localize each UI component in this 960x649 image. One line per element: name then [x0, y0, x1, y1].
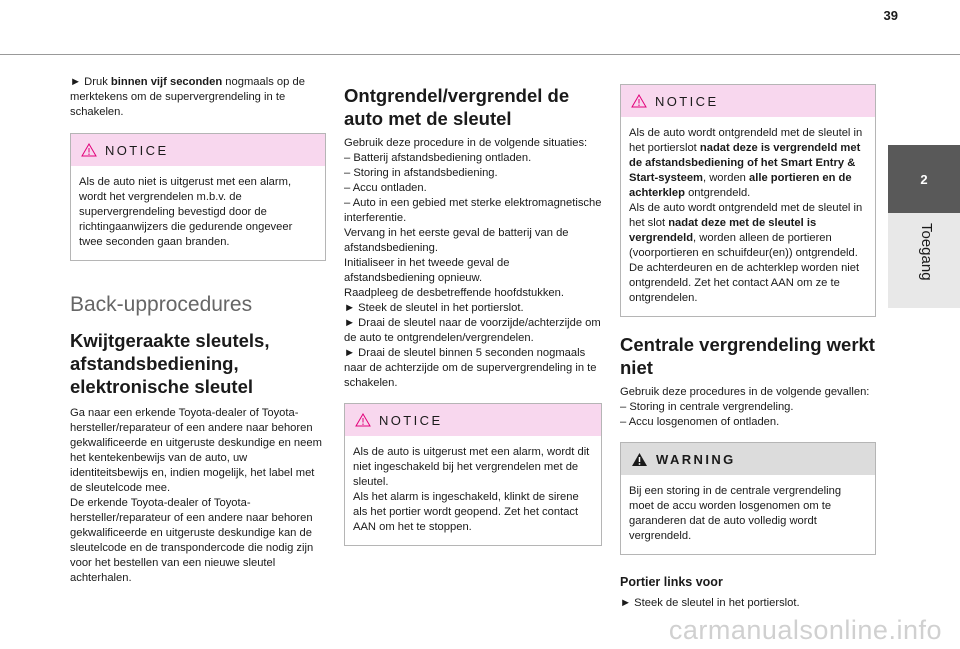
- key-unlock-body: Gebruik deze procedure in de volgende situaties: – Batterij afstandsbediening ontladen. – Storing in afstandsbediening. – Accu ontladen. – Auto in een gebied met sterke elektromagnetische interferentie. Vervang in het eerste geval de batterij van de afstandsbediening. Initialiseer in het tweede geval de afstandsbediening opnieuw. Raadpleeg de desbetreffende hoofdstukken. ► Steek de sleutel in het portierslot. ► Draai de sleutel naar de voorzijde/achterzijde om de auto te ontgrendelen/vergrendelen. ► Draai de sleutel binnen 5 seconden nogmaals naar de achterzijde om de supervergrendeling in te schakelen.: [344, 137, 602, 389]
- central-locking-body: Gebruik deze procedures in de volgende gevallen: – Storing in centrale vergrendeling. – Accu losgenomen of ontladen.: [620, 386, 870, 428]
- header-divider: [0, 54, 960, 55]
- warning-title: WARNING: [656, 451, 736, 467]
- notice-box: [620, 84, 876, 317]
- warning-box: [620, 442, 876, 555]
- warning-text: Bij een storing in de centrale vergrendeling moet de accu worden losgenomen om te garanderen dat de auto volledig wordt vergrendeld.: [629, 485, 842, 542]
- lost-keys-body: Ga naar een erkende Toyota-dealer of Toyota-hersteller/reparateur of een andere naar behoren gekwalificeerde en uitgeruste deskundige en neem het kentekenbewijs van de auto, uw identiteitsbewijs en, indien mogelijk, het label met de sleutelcode mee. De erkende Toyota-dealer of Toyota-hersteller/reparateur of een andere naar behoren gekwalificeerde en uitgeruste deskundige kan de sleutelcode en de transpondercode die nodig zijn voor het bestellen van een nieuwe sleutel achterhalen.: [70, 407, 322, 584]
- notice-box: [344, 403, 602, 546]
- driver-door-step: ► Steek de sleutel in het portierslot.: [620, 597, 800, 609]
- notice-title: NOTICE: [105, 142, 169, 158]
- chapter-label-tab: [888, 213, 960, 308]
- chapter-label: Toegang: [918, 223, 935, 281]
- warning-triangle-icon: [631, 94, 647, 108]
- warning-triangle-icon: [355, 413, 371, 427]
- warning-header: [621, 443, 875, 475]
- subheading-driver-door: Portier links voor: [620, 575, 723, 589]
- page-number: 39: [883, 8, 898, 23]
- chapter-tab[interactable]: 2: [888, 145, 960, 213]
- watermark: carmanualsonline.info: [668, 615, 942, 645]
- intro-paragraph: ► Druk binnen vijf seconden nogmaals op de merktekens om de supervergrendeling in te schakelen.: [70, 76, 305, 118]
- notice-title: NOTICE: [655, 93, 719, 109]
- heading-lost-keys: Kwijtgeraakte sleutels, afstandsbediening, elektronische sleutel: [70, 330, 270, 397]
- warning-triangle-icon: [631, 452, 648, 467]
- section-title: Back-upprocedures: [70, 293, 253, 316]
- notice-header: [71, 134, 325, 166]
- notice-header: [621, 85, 875, 117]
- notice-title: NOTICE: [379, 412, 443, 428]
- notice-box: [70, 133, 326, 261]
- column-2: [344, 84, 602, 546]
- column-1: [70, 75, 326, 586]
- heading-central-locking: Centrale vergrendeling werkt niet: [620, 334, 875, 378]
- notice-text: Als de auto niet is uitgerust met een alarm, wordt het vergrendelen m.b.v. de supervergrendeling bevestigd door de richtingaanwijzers die gedurende ongeveer twee seconden gaan branden.: [79, 176, 293, 248]
- column-3: [620, 84, 876, 611]
- notice-text: Als de auto wordt ontgrendeld met de sleutel in het portierslot nadat deze is vergrendeld met de afstandsbediening of het Smart Entry & Start-systeem, worden alle portieren en de achterklep ontgrendeld. Als de auto wordt ontgrendeld met de sleutel in het slot nadat deze met de sleutel is vergrendeld, worden alleen de portieren (voorportieren en schuifdeur(en)) ontgrendeld. De achterdeuren en de achterklep worden niet ontgrendeld. Zet het contact AAN om ze te ontgrendelen.: [629, 127, 863, 304]
- notice-header: [345, 404, 601, 436]
- warning-triangle-icon: [81, 143, 97, 157]
- heading-key-unlock: Ontgrendel/vergrendel de auto met de sleutel: [344, 85, 570, 129]
- notice-text: Als de auto is uitgerust met een alarm, wordt dit niet ingeschakeld bij het vergrendelen met de sleutel. Als het alarm is ingeschakeld, klinkt de sirene als het portier wordt geopend. Zet het contact AAN om het te stoppen.: [353, 446, 590, 533]
